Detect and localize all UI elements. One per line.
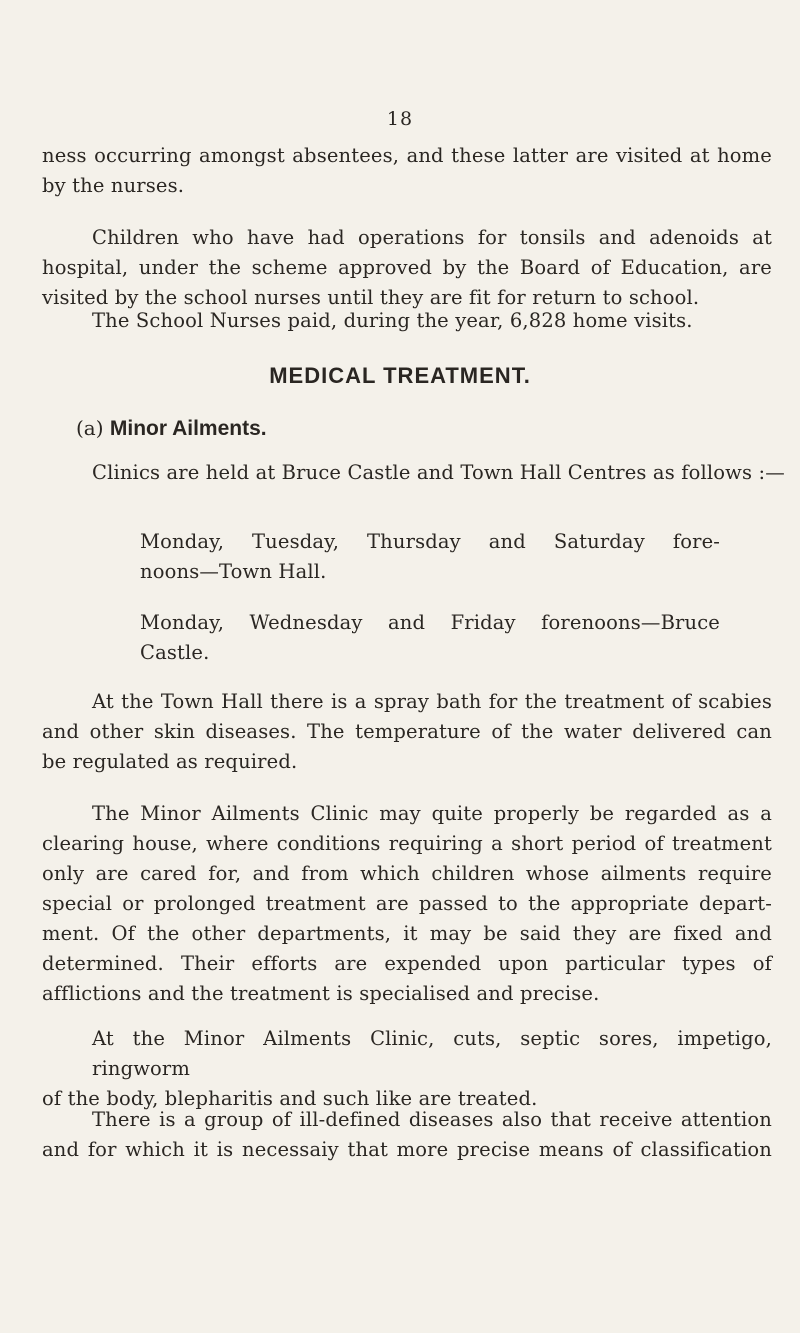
text-line: clearing house, where conditions requiring a short period of treatment — [42, 832, 772, 855]
subsection-heading — [76, 413, 267, 444]
text-line: determined. Their efforts are expended upon particular types of — [42, 952, 772, 975]
text-line: special or prolonged treatment are passed to the appropriate depart- — [42, 892, 772, 915]
subsection-label: (a) — [76, 416, 104, 440]
page-number: 18 — [386, 108, 414, 130]
text-line: Clinics are held at Bruce Castle and Town Hall Centres as follows :— — [92, 461, 785, 484]
paragraph-tonsils — [42, 223, 772, 313]
section-heading: MEDICAL TREATMENT. — [269, 363, 531, 388]
text-line: hospital, under the scheme approved by the Board of Education, are — [42, 256, 772, 279]
text-line: Monday, Wednesday and Friday forenoons—Bruce — [140, 611, 720, 634]
text-line: The Minor Ailments Clinic may quite properly be regarded as a — [92, 802, 772, 825]
paragraph-ill-defined — [42, 1105, 772, 1165]
text-line: ness occurring amongst absentees, and these latter are visited at home — [42, 144, 772, 167]
subsection-title: Minor Ailments. — [109, 417, 267, 440]
text-line: visited by the school nurses until they are fit for return to school. — [42, 286, 700, 309]
text-line: be regulated as required. — [42, 750, 298, 773]
text-line: At the Minor Ailments Clinic, cuts, septic sores, impetigo, ringworm — [92, 1027, 772, 1080]
paragraph-clinics — [92, 458, 785, 488]
text-line: Monday, Tuesday, Thursday and Saturday fore- — [140, 530, 720, 553]
paragraph-town-hall-schedule — [140, 527, 720, 587]
paragraph-home-visits — [92, 306, 772, 336]
text-line: noons—Town Hall. — [140, 560, 327, 583]
text-line: ment. Of the other departments, it may be said they are fixed and — [42, 922, 772, 945]
text-line: Castle. — [140, 641, 210, 664]
text-line: There is a group of ill-defined diseases also that receive attention — [92, 1108, 772, 1131]
paragraph-spray-bath — [42, 687, 772, 777]
text-line: and for which it is necessaiy that more precise means of classification — [42, 1138, 772, 1161]
paragraph-continuation — [42, 141, 772, 201]
paragraph-treated-conditions — [42, 1024, 772, 1114]
text-line: only are cared for, and from which children whose ailments require — [42, 862, 772, 885]
text-line: by the nurses. — [42, 174, 185, 197]
text-line: Children who have had operations for tonsils and adenoids at — [92, 226, 772, 249]
paragraph-bruce-castle-schedule — [140, 608, 720, 668]
text-line: At the Town Hall there is a spray bath for the treatment of scabies — [92, 690, 772, 713]
paragraph-clearing-house — [42, 799, 772, 1009]
text-line: of the body, blepharitis and such like are treated. — [42, 1087, 538, 1110]
text-line: and other skin diseases. The temperature of the water delivered can — [42, 720, 772, 743]
text-line: afflictions and the treatment is specialised and precise. — [42, 982, 600, 1005]
text-line: The School Nurses paid, during the year, 6,828 home visits. — [92, 309, 693, 332]
